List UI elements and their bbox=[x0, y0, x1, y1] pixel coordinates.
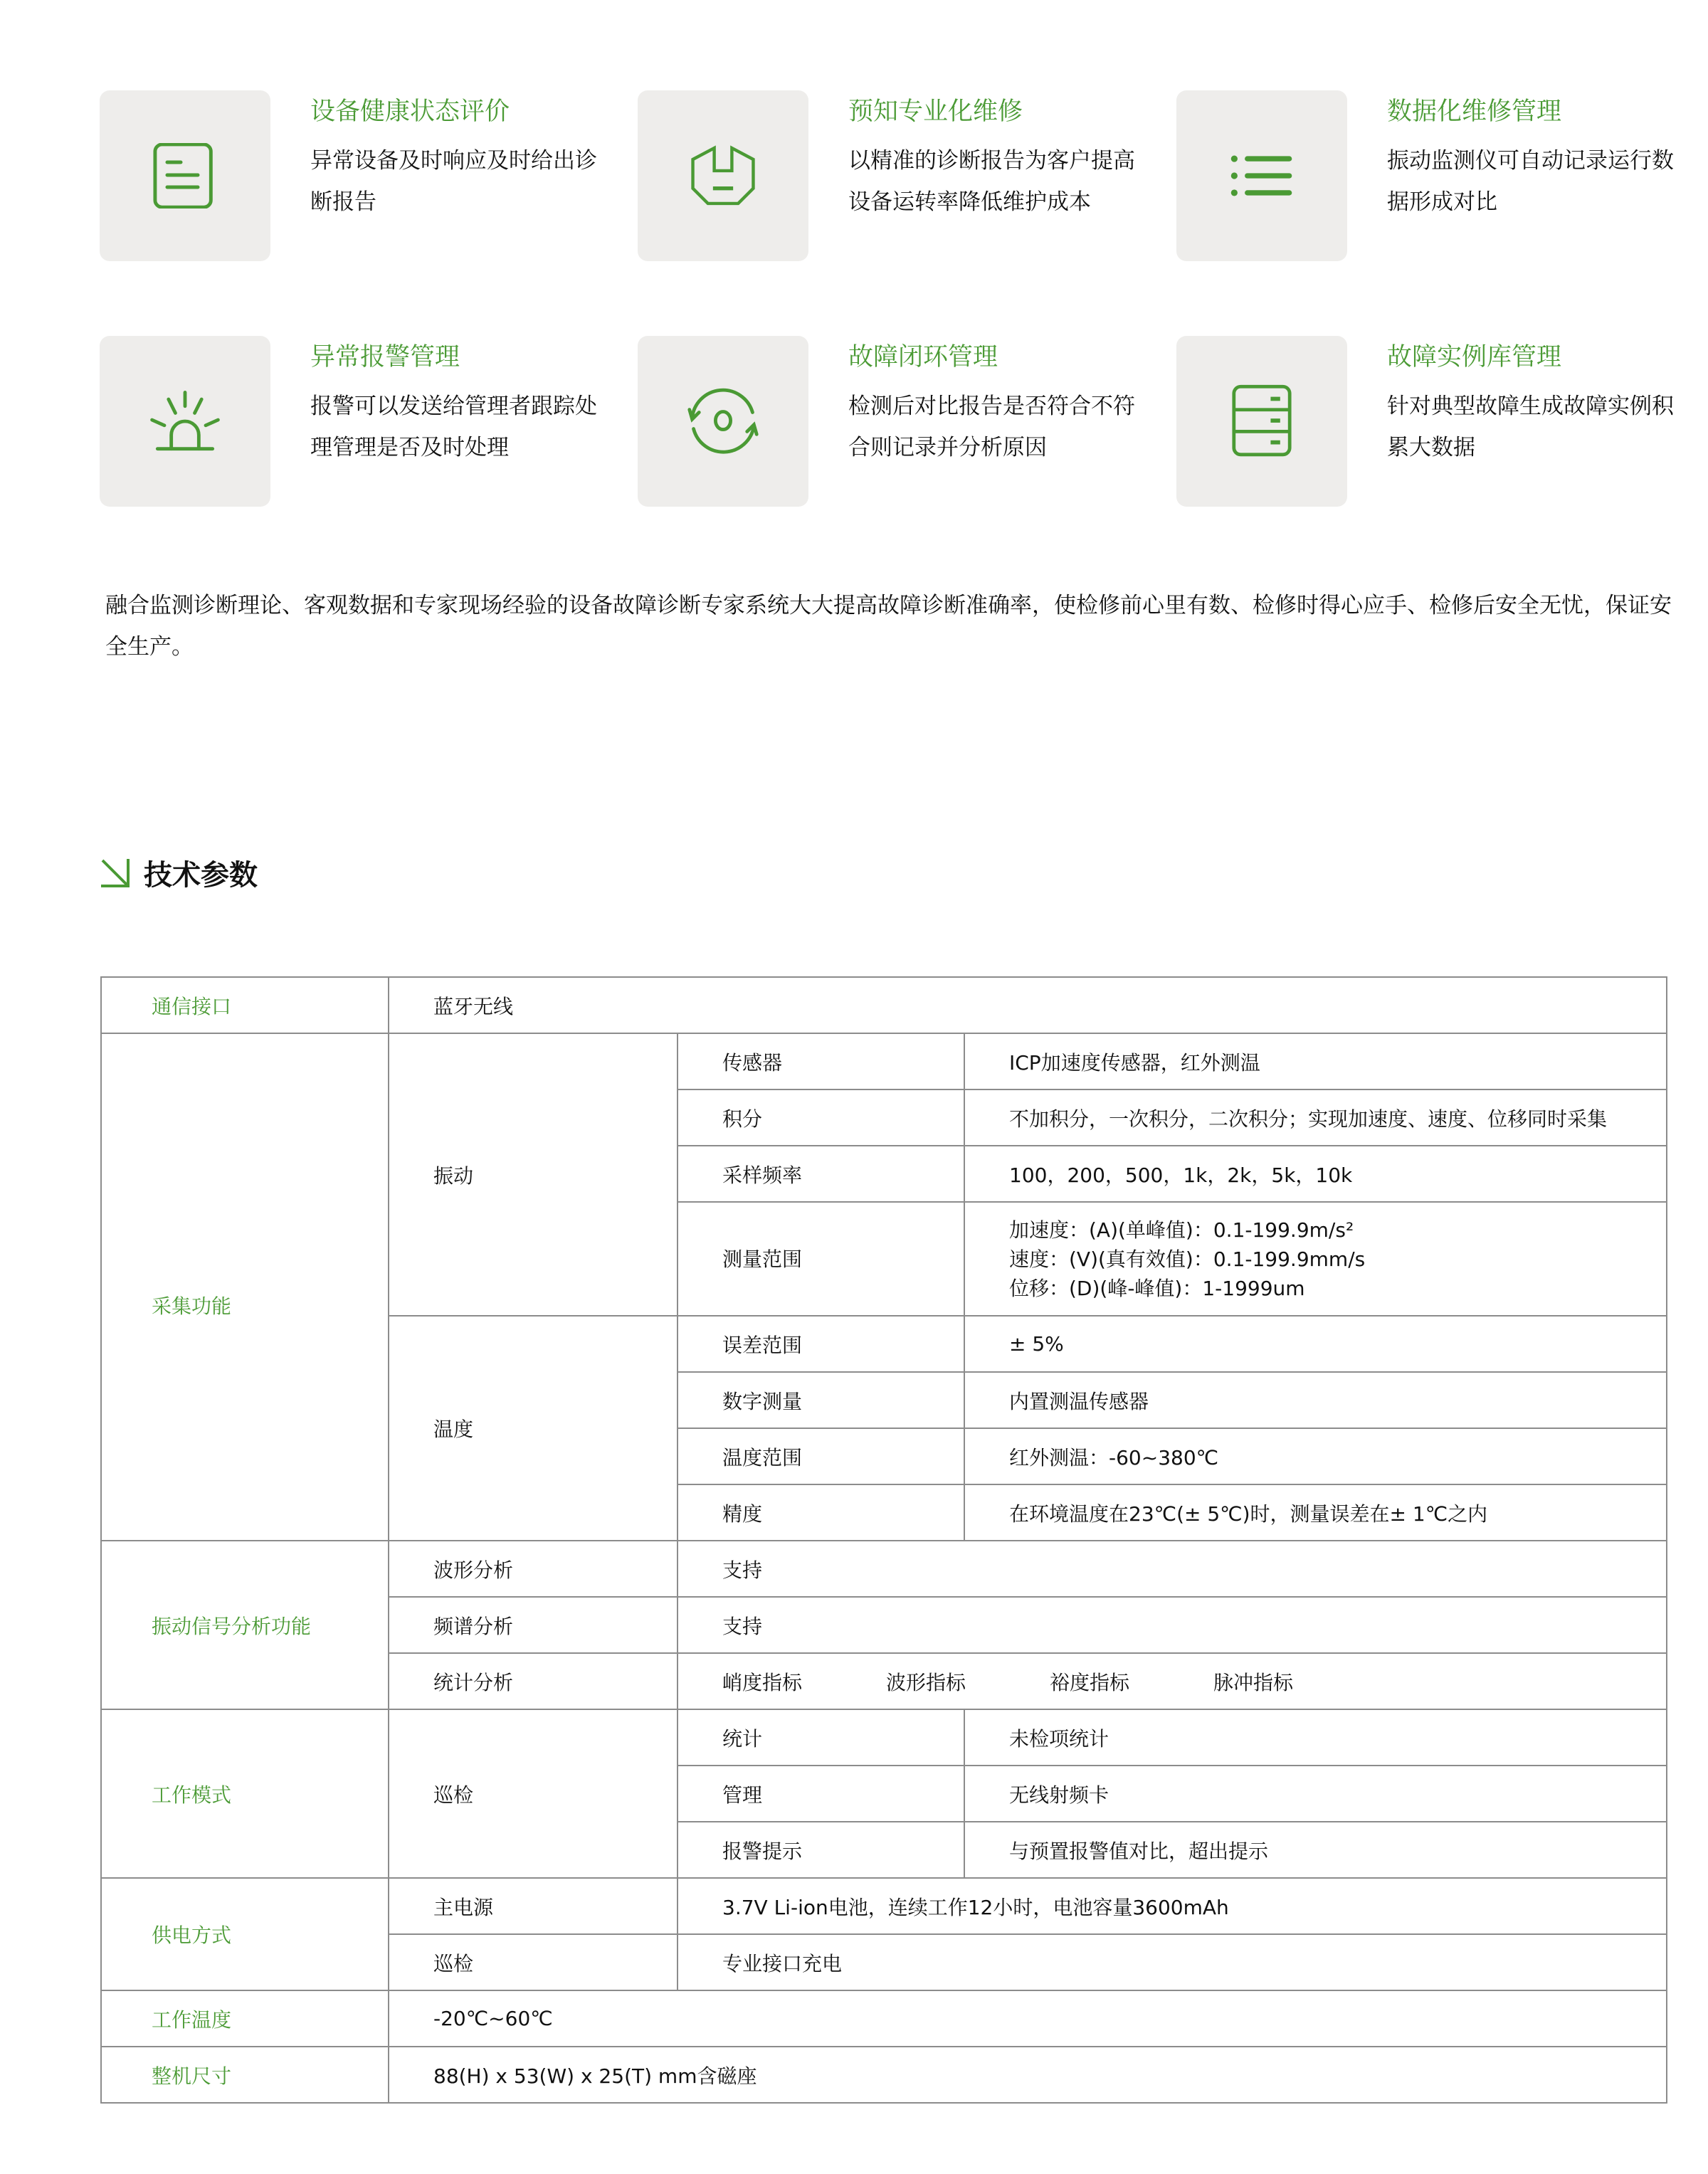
row-label: 工作温度 bbox=[101, 1990, 389, 2047]
param-value: 在环境温度在23℃(± 5℃)时，测量误差在± 1℃之内 bbox=[964, 1484, 1667, 1541]
param-key: 管理 bbox=[678, 1766, 964, 1822]
param-value: 100，200，500，1k，2k，5k，10k bbox=[964, 1146, 1667, 1202]
feature-desc: 检测后对比报告是否符合不符合则记录并分析原因 bbox=[848, 394, 1135, 460]
feature-title: 数据化维修管理 bbox=[1387, 97, 1562, 126]
table-row bbox=[101, 1990, 1667, 2047]
feature-desc: 报警可以发送给管理者跟踪处理管理是否及时处理 bbox=[310, 394, 597, 460]
stat-item: 脉冲指标 bbox=[1213, 1670, 1294, 1694]
feature-desc: 以精准的诊断报告为客户提高设备运转率降低维护成本 bbox=[848, 148, 1135, 215]
param-key: 报警提示 bbox=[678, 1822, 964, 1878]
alarm-light-icon bbox=[144, 389, 226, 453]
param-value: 红外测温：-60~380℃ bbox=[964, 1428, 1667, 1484]
row-label: 采集功能 bbox=[101, 1033, 389, 1541]
stat-item: 波形指标 bbox=[886, 1670, 966, 1694]
row-label: 整机尺寸 bbox=[101, 2047, 389, 2103]
param-key: 积分 bbox=[678, 1089, 964, 1146]
table-row bbox=[101, 2047, 1667, 2103]
param-key: 巡检 bbox=[389, 1934, 678, 1990]
param-key: 数字测量 bbox=[678, 1372, 964, 1428]
row-label: 供电方式 bbox=[101, 1878, 389, 1990]
section-title: 技术参数 bbox=[144, 859, 258, 892]
param-value: 未检项统计 bbox=[964, 1709, 1667, 1766]
param-value: 与预置报警值对比，超出提示 bbox=[964, 1822, 1667, 1878]
section-header bbox=[100, 853, 258, 893]
value-line: 位移：(D)(峰-峰值)：1-1999um bbox=[1009, 1276, 1305, 1300]
param-value: ICP加速度传感器，红外测温 bbox=[964, 1033, 1667, 1089]
table-row bbox=[101, 1541, 1667, 1597]
stat-item: 裕度指标 bbox=[1050, 1670, 1130, 1694]
feature-card bbox=[638, 336, 1179, 507]
feature-card bbox=[100, 90, 640, 261]
param-key: 主电源 bbox=[389, 1878, 678, 1934]
table-row bbox=[101, 1709, 1667, 1766]
list-icon bbox=[1229, 143, 1295, 209]
param-key: 统计 bbox=[678, 1709, 964, 1766]
param-value: 内置测温传感器 bbox=[964, 1372, 1667, 1428]
cycle-icon bbox=[685, 384, 761, 459]
table-row bbox=[101, 1033, 1667, 1089]
feature-title: 异常报警管理 bbox=[310, 343, 460, 371]
feature-card bbox=[1176, 90, 1708, 261]
param-key: 精度 bbox=[678, 1484, 964, 1541]
row-label: 通信接口 bbox=[101, 977, 389, 1033]
param-value: 支持 bbox=[678, 1597, 1667, 1653]
stat-item: 峭度指标 bbox=[722, 1670, 803, 1694]
param-key: 传感器 bbox=[678, 1033, 964, 1089]
param-key: 采样频率 bbox=[678, 1146, 964, 1202]
feature-desc: 异常设备及时响应及时给出诊断报告 bbox=[310, 148, 597, 215]
row-value: 88(H) x 53(W) x 25(T) mm含磁座 bbox=[389, 2047, 1667, 2103]
feature-title: 故障闭环管理 bbox=[848, 343, 998, 371]
param-key: 频谱分析 bbox=[389, 1597, 678, 1653]
param-key: 波形分析 bbox=[389, 1541, 678, 1597]
param-key: 测量范围 bbox=[678, 1202, 964, 1316]
sub-label: 温度 bbox=[389, 1316, 678, 1541]
sub-label: 巡检 bbox=[389, 1709, 678, 1878]
param-value: 专业接口充电 bbox=[678, 1934, 1667, 1990]
param-value: ± 5% bbox=[964, 1316, 1667, 1372]
feature-icon-box bbox=[100, 90, 270, 261]
spec-table bbox=[100, 976, 1667, 2104]
param-key: 温度范围 bbox=[678, 1428, 964, 1484]
param-value bbox=[964, 1202, 1667, 1316]
intro-paragraph: 融合监测诊断理论、客观数据和专家现场经验的设备故障诊断专家系统大大提高故障诊断准确率，使检修前心里有数、检修时得心应手、检修后安全无忧，保证安全生产。 bbox=[105, 593, 1672, 660]
feature-desc: 针对典型故障生成故障实例积累大数据 bbox=[1387, 394, 1674, 460]
feature-title: 预知专业化维修 bbox=[848, 97, 1023, 126]
document-icon bbox=[152, 143, 218, 209]
param-key: 统计分析 bbox=[389, 1653, 678, 1709]
shield-plug-icon bbox=[690, 143, 756, 209]
feature-icon-box bbox=[1176, 336, 1347, 507]
feature-card bbox=[100, 336, 640, 507]
value-line: 加速度：(A)(单峰值)：0.1-199.9m/s² bbox=[1009, 1218, 1354, 1242]
feature-icon-box bbox=[1176, 90, 1347, 261]
param-key: 误差范围 bbox=[678, 1316, 964, 1372]
row-label: 工作模式 bbox=[101, 1709, 389, 1878]
param-value bbox=[678, 1653, 1667, 1709]
param-value: 3.7V Li-ion电池，连续工作12小时，电池容量3600mAh bbox=[678, 1878, 1667, 1934]
value-line: 速度：(V)(真有效值)：0.1-199.9mm/s bbox=[1009, 1247, 1366, 1271]
feature-card bbox=[1176, 336, 1708, 507]
feature-title: 故障实例库管理 bbox=[1387, 343, 1562, 371]
table-row bbox=[101, 977, 1667, 1033]
row-label: 振动信号分析功能 bbox=[101, 1541, 389, 1709]
feature-icon-box bbox=[100, 336, 270, 507]
feature-card bbox=[638, 90, 1179, 261]
feature-title: 设备健康状态评价 bbox=[310, 97, 510, 126]
row-value: 蓝牙无线 bbox=[389, 977, 1667, 1033]
sub-label: 振动 bbox=[389, 1033, 678, 1316]
param-value: 不加积分，一次积分，二次积分；实现加速度、速度、位移同时采集 bbox=[964, 1089, 1667, 1146]
param-value: 支持 bbox=[678, 1541, 1667, 1597]
feature-icon-box bbox=[638, 336, 808, 507]
row-value: -20℃~60℃ bbox=[389, 1990, 1667, 2047]
feature-desc: 振动监测仪可自动记录运行数据形成对比 bbox=[1387, 148, 1674, 215]
feature-icon-box bbox=[638, 90, 808, 261]
table-row bbox=[101, 1878, 1667, 1934]
arrow-down-right-icon bbox=[100, 858, 131, 889]
cabinet-icon bbox=[1231, 384, 1292, 459]
param-value: 无线射频卡 bbox=[964, 1766, 1667, 1822]
